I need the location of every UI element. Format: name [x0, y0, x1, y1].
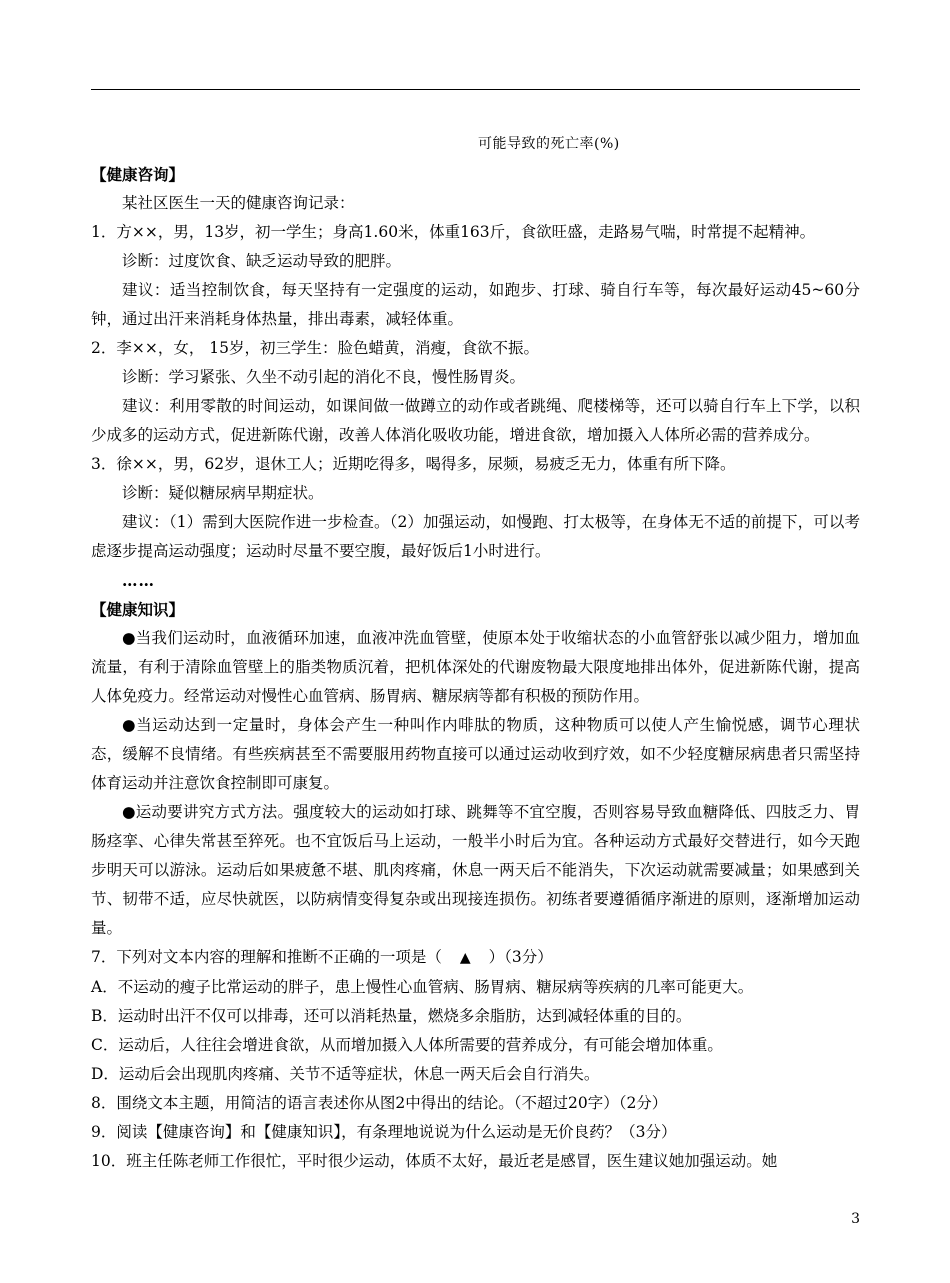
ellipsis: ……: [122, 571, 155, 590]
option-b: B．运动时出汗不仅可以排毒，还可以消耗热量，燃烧多余脂肪，达到减轻体重的目的。: [91, 1007, 692, 1025]
case3-info: 3．徐××，男，62岁，退休工人；近期吃得多，喝得多，尿频，易疲乏无力，体重有所下降。: [91, 455, 736, 473]
case1-info: 1．方××，男，13岁，初一学生；身高1.60米，体重163斤，食欲旺盛，走路易气喘，时常提不起精神。: [91, 223, 816, 241]
question-7-score: ）（3分）: [488, 948, 553, 966]
case2-info: 2．李××，女， 15岁，初三学生：脸色蜡黄，消瘦，食欲不振。: [91, 339, 539, 357]
question-10: 10．班主任陈老师工作很忙，平时很少运动，体质不太好，最近老是感冒，医生建议她加强运动。她: [91, 1152, 778, 1170]
knowledge-paragraph-3: ●运动要讲究方式方法。强度较大的运动如打球、跳舞等不宜空腹，否则容易导致血糖降低、四肢乏力、胃肠痉挛、心律失常甚至猝死。也不宜饭后马上运动，一般半小时后为宜。各种运动方式最好交替进行，如今天跑步明天可以游泳。运动后如果疲惫不堪、肌肉疼痛，休息一两天后不能消失，下次运动就需要减量；如果感到关节、韧带不适，应尽快就医，以防病情变得复杂或出现接连损伤。初练者要遵循循序渐进的原则，逐渐增加运动量。: [91, 803, 860, 937]
answer-blank-triangle-icon: ▲: [459, 950, 471, 966]
section-heading-knowledge: 【健康知识】: [91, 600, 185, 619]
case2-advice: 建议：利用零散的时间运动，如课间做一做蹲立的动作或者跳绳、爬楼梯等，还可以骑自行车上下学，以积少成多的运动方式，促进新陈代谢，改善人体消化吸收功能，增进食欲，增加摄入人体所必需的营养成分。: [91, 397, 860, 444]
knowledge-paragraph-1: ●当我们运动时，血液循环加速，血液冲洗血管壁，使原本处于收缩状态的小血管舒张以减少阻力，增加血流量，有利于清除血管壁上的脂类物质沉着，把机体深处的代谢废物最大限度地排出体外，促进新陈代谢，提高人体免疫力。经常运动对慢性心血管病、肠胃病、糖尿病等都有积极的预防作用。: [91, 629, 860, 705]
option-d: D．运动后会出现肌肉疼痛、关节不适等症状，休息一两天后会自行消失。: [91, 1065, 600, 1083]
question-8: 8．围绕文本主题，用简洁的语言表述你从图2中得出的结论。（不超过20字）（2分）: [91, 1094, 668, 1112]
case3-advice: 建议：（1）需到大医院作进一步检查。（2）加强运动，如慢跑、打太极等，在身体无不适的前提下，可以考虑逐步提高运动强度；运动时尽量不要空腹，最好饭后1小时进行。: [91, 513, 860, 560]
case1-advice: 建议：适当控制饮食，每天坚持有一定强度的运动，如跑步、打球、骑自行车等，每次最好运动45~60分钟，通过出汗来消耗身体热量，排出毒素，减轻体重。: [91, 281, 860, 328]
question-7: [91, 943, 860, 973]
document-body: [91, 160, 860, 1176]
chart-caption: 可能导致的死亡率(%): [478, 136, 620, 152]
case1-diagnosis: 诊断：过度饮食、缺乏运动导致的肥胖。: [122, 252, 402, 270]
option-a: A．不运动的瘦子比常运动的胖子，患上慢性心血管病、肠胃病、糖尿病等疾病的几率可能更大。: [91, 978, 754, 996]
option-c: C．运动后，人往往会增进食欲，从而增加摄入人体所需要的营养成分，有可能会增加体重。: [91, 1036, 723, 1054]
case3-diagnosis: 诊断：疑似糖尿病早期症状。: [122, 484, 324, 502]
consultation-intro: 某社区医生一天的健康咨询记录：: [122, 194, 355, 212]
header-rule: [91, 89, 860, 90]
page-number: 3: [851, 1211, 860, 1227]
section-heading-consultation: 【健康咨询】: [91, 165, 185, 184]
question-7-stem: 7．下列对文本内容的理解和推断不正确的一项是（: [91, 948, 442, 966]
question-9: 9．阅读【健康咨询】和【健康知识】，有条理地说说为什么运动是无价良药？（3分）: [91, 1123, 677, 1141]
case2-diagnosis: 诊断：学习紧张、久坐不动引起的消化不良，慢性肠胃炎。: [122, 368, 526, 386]
knowledge-paragraph-2: ●当运动达到一定量时，身体会产生一种叫作内啡肽的物质，这种物质可以使人产生愉悦感，调节心理状态，缓解不良情绪。有些疾病甚至不需要服用药物直接可以通过运动收到疗效，如不少轻度糖尿病患者只需坚持体育运动并注意饮食控制即可康复。: [91, 716, 860, 792]
